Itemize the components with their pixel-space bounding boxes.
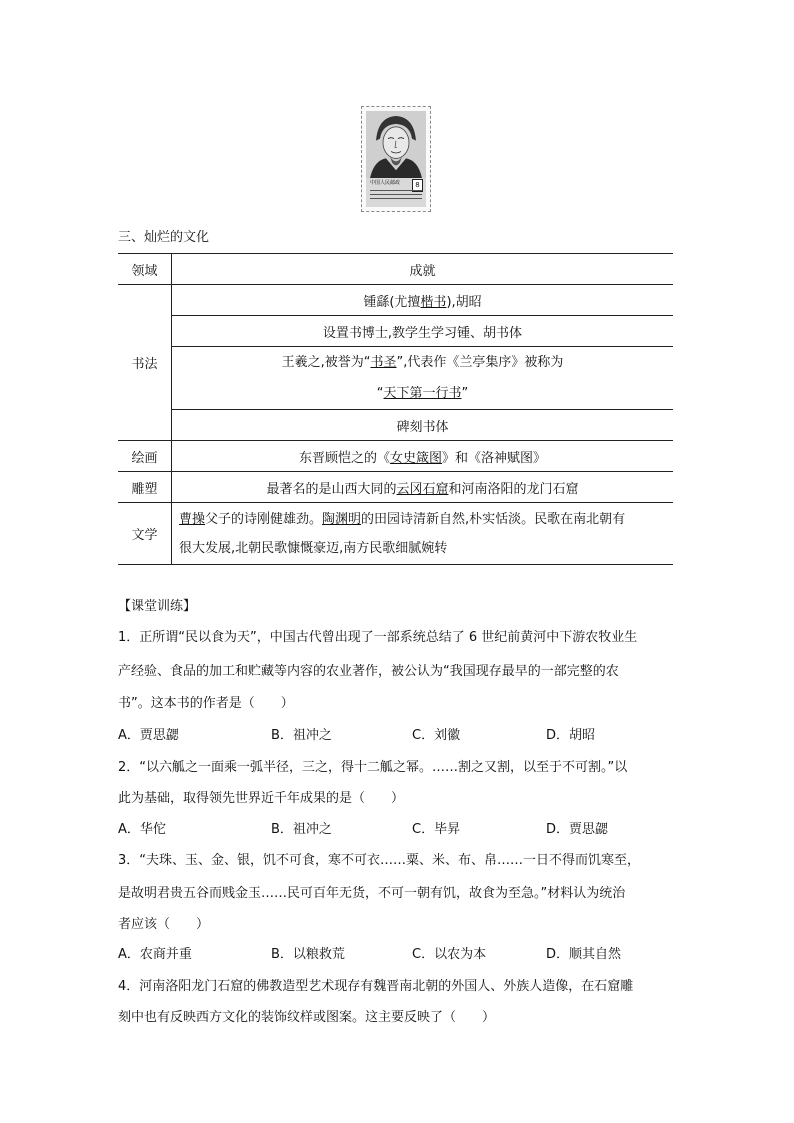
text-segment: ”: [461, 386, 469, 401]
stamp-country-text: 中国人民邮政: [370, 180, 401, 187]
question-3-line: 是故明君贵五谷而贱金玉……民可百年无货，不可一朝有饥，故食为至急。”材料认为统治: [118, 886, 626, 901]
text-segment: 最著名的是山西大同的: [266, 481, 397, 497]
achievement-cell: 设置书博士,教学生学习锺、胡书体: [172, 316, 674, 347]
text-segment: 》和《洛神赋图》: [442, 450, 547, 466]
section-title: 三、灿烂的文化: [118, 230, 210, 245]
text-segment: ”,代表作《兰亭集序》被称为: [396, 355, 564, 370]
question-1-line: 产经验、食品的加工和贮藏等内容的农业著作，被公认为“我国现存最早的一部完整的农: [118, 664, 619, 679]
table-row: [118, 503, 673, 565]
table-row: [118, 410, 673, 441]
table-row: [118, 285, 673, 316]
text-segment: 锺繇(尤擅: [363, 294, 421, 310]
field-calligraphy: 书法: [118, 285, 172, 441]
question-1-line: 书”。这本书的作者是（ ）: [118, 696, 294, 711]
option-b[interactable]: B．以粮救荒: [271, 947, 345, 962]
portrait-illustration: [366, 111, 426, 178]
text-segment: 父子的诗刚健雄劲。: [205, 511, 323, 527]
culture-table: [118, 253, 673, 565]
question-4-line: 4．河南洛阳龙门石窟的佛教造型艺术现存有魏晋南北朝的外国人、外族人造像，在石窟雕: [118, 979, 634, 994]
table-row: [118, 441, 673, 472]
field-literature: 文学: [118, 503, 172, 565]
table-header-row: [118, 254, 673, 285]
achievement-cell: [172, 347, 674, 410]
text-segment: 王羲之,被誉为“: [281, 355, 371, 370]
text-segment: 的田园诗清新自然,朴实恬淡。民歌在南北朝有: [361, 511, 626, 527]
table-row: [118, 316, 673, 347]
underlined-term: 女史箴图: [389, 450, 442, 466]
option-a[interactable]: A．贾思勰: [118, 728, 179, 743]
table-row: [118, 347, 673, 410]
table-row: [118, 472, 673, 503]
underlined-term: 书圣: [370, 355, 397, 370]
underlined-term: 天下第一行书: [383, 386, 462, 401]
option-c[interactable]: C．毕昇: [412, 822, 461, 837]
question-3-line: 3．“夫珠、玉、金、银，饥不可食，寒不可衣……粟、米、布、帛……一日不得而饥寒至，: [118, 853, 641, 868]
text-segment: ),胡昭: [446, 294, 482, 310]
option-b[interactable]: B．祖冲之: [271, 728, 332, 743]
option-c[interactable]: C．以农为本: [412, 947, 487, 962]
achievement-cell: [172, 285, 674, 316]
achievement-cell: [172, 441, 674, 472]
option-c[interactable]: C．刘徽: [412, 728, 461, 743]
option-d[interactable]: D．胡昭: [546, 728, 596, 743]
question-3-line: 者应该（ ）: [118, 917, 210, 932]
option-d[interactable]: D．贾思勰: [546, 822, 609, 837]
stamp-inner: [366, 111, 426, 207]
achievement-cell: [172, 472, 674, 503]
question-2-options: [118, 820, 678, 840]
field-sculpture: 雕塑: [118, 472, 172, 503]
option-d[interactable]: D．顺其自然: [546, 947, 622, 962]
header-achievement: 成就: [172, 254, 674, 285]
text-segment: 和河南洛阳的龙门石窟: [448, 481, 579, 497]
text-segment: 东晋顾恺之的《: [298, 450, 390, 466]
underlined-term: 云冈石窟: [396, 481, 449, 497]
header-field: 领域: [118, 254, 172, 285]
option-a[interactable]: A．农商并重: [118, 947, 192, 962]
question-1-options: [118, 726, 678, 746]
underlined-term: 陶渊明: [322, 511, 362, 527]
question-2-line: 此为基础，取得领先世界近千年成果的是（ ）: [118, 791, 405, 806]
stamp-image: [361, 106, 431, 212]
stamp-denomination: 8: [412, 179, 423, 192]
underlined-term: 曹操: [179, 511, 206, 527]
field-painting: 绘画: [118, 441, 172, 472]
achievement-cell: [172, 503, 674, 565]
option-b[interactable]: B．祖冲之: [271, 822, 332, 837]
question-1-line: 1．正所谓“民以食为天”，中国古代曾出现了一部系统总结了 6 世纪前黄河中下游农牧业生: [118, 630, 638, 645]
text-segment: 很大发展,北朝民歌慷慨豪迈,南方民歌细腻婉转: [179, 540, 448, 556]
question-4-line: 刻中也有反映西方文化的装饰纹样或图案。这主要反映了（ ）: [118, 1010, 496, 1025]
question-3-options: [118, 945, 678, 965]
underlined-term: 楷书: [420, 294, 447, 310]
option-a[interactable]: A．华佗: [118, 822, 166, 837]
stamp-caption-lines: [370, 190, 422, 202]
text-segment: “: [376, 386, 384, 401]
question-2-line: 2．“以六觚之一面乘一弧半径，三之，得十二觚之幂。……割之又割，以至于不可割。”以: [118, 760, 628, 775]
exercise-heading: 【课堂训练】: [118, 599, 197, 614]
achievement-cell: 碑刻书体: [172, 410, 674, 441]
